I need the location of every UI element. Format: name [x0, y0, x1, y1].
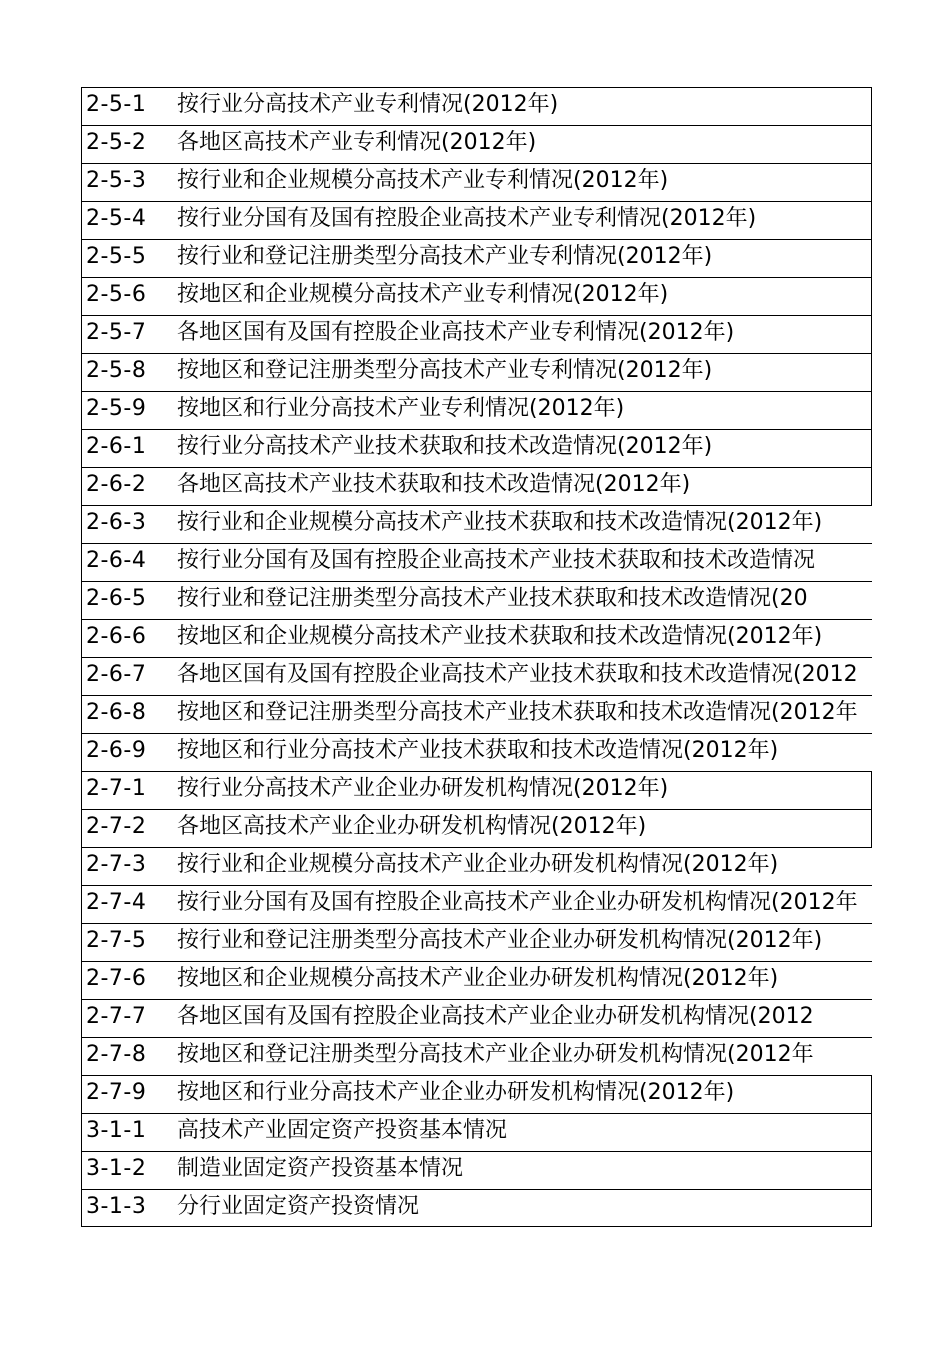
row-title: 各地区国有及国有控股企业高技术产业技术获取和技术改造情况(2012: [177, 662, 858, 687]
table-row[interactable]: [81, 961, 872, 999]
row-code: 2-7-3: [86, 852, 147, 877]
table-row[interactable]: [81, 581, 872, 619]
row-title: 按行业分国有及国有控股企业高技术产业企业办研发机构情况(2012年: [177, 890, 858, 915]
row-title: 按地区和登记注册类型分高技术产业专利情况(2012年): [177, 358, 713, 383]
row-title: 制造业固定资产投资基本情况: [177, 1156, 464, 1181]
row-title: 按行业分高技术产业技术获取和技术改造情况(2012年): [177, 434, 713, 459]
row-code: 2-5-6: [86, 282, 147, 307]
row-title: 各地区国有及国有控股企业高技术产业专利情况(2012年): [177, 320, 735, 345]
row-code: 3-1-1: [86, 1118, 147, 1143]
row-code: 2-6-4: [86, 548, 147, 573]
row-code: 2-5-5: [86, 244, 147, 269]
row-title: 按地区和企业规模分高技术产业专利情况(2012年): [177, 282, 669, 307]
row-title: 分行业固定资产投资情况: [177, 1194, 420, 1219]
table-row[interactable]: [81, 467, 872, 505]
row-title: 各地区国有及国有控股企业高技术产业企业办研发机构情况(2012: [177, 1004, 814, 1029]
row-title: 按行业分高技术产业专利情况(2012年): [177, 92, 559, 117]
table-row[interactable]: [81, 733, 872, 771]
table-row[interactable]: [81, 1075, 872, 1113]
row-code: 2-7-8: [86, 1042, 147, 1067]
table-row[interactable]: [81, 847, 872, 885]
row-title: 按行业和企业规模分高技术产业技术获取和技术改造情况(2012年): [177, 510, 823, 535]
row-code: 2-6-6: [86, 624, 147, 649]
row-title: 按地区和行业分高技术产业技术获取和技术改造情况(2012年): [177, 738, 779, 763]
row-code: 2-5-2: [86, 130, 147, 155]
row-title: 按行业和登记注册类型分高技术产业专利情况(2012年): [177, 244, 713, 269]
table-row[interactable]: [81, 695, 872, 733]
row-title: 各地区高技术产业企业办研发机构情况(2012年): [177, 814, 647, 839]
row-code: 2-6-7: [86, 662, 147, 687]
row-code: 2-6-2: [86, 472, 147, 497]
table-row[interactable]: [81, 505, 872, 543]
row-code: 2-7-5: [86, 928, 147, 953]
table-row[interactable]: [81, 87, 872, 125]
row-title: 按行业和登记注册类型分高技术产业企业办研发机构情况(2012年): [177, 928, 823, 953]
row-title: 按行业分国有及国有控股企业高技术产业专利情况(2012年): [177, 206, 757, 231]
table-row[interactable]: [81, 1189, 872, 1227]
table-row[interactable]: [81, 619, 872, 657]
row-code: 2-5-4: [86, 206, 147, 231]
row-code: 2-7-4: [86, 890, 147, 915]
table-row[interactable]: [81, 315, 872, 353]
row-title: 按地区和企业规模分高技术产业企业办研发机构情况(2012年): [177, 966, 779, 991]
table-row[interactable]: [81, 543, 872, 581]
table-row[interactable]: [81, 277, 872, 315]
row-code: 2-5-8: [86, 358, 147, 383]
table-row[interactable]: [81, 239, 872, 277]
row-code: 2-6-1: [86, 434, 147, 459]
table-row[interactable]: [81, 923, 872, 961]
row-title: 按地区和登记注册类型分高技术产业技术获取和技术改造情况(2012年: [177, 700, 858, 725]
row-code: 2-7-2: [86, 814, 147, 839]
index-table: [81, 87, 950, 1227]
row-title: 高技术产业固定资产投资基本情况: [177, 1118, 508, 1143]
table-row[interactable]: [81, 353, 872, 391]
table-row[interactable]: [81, 163, 872, 201]
row-title: 各地区高技术产业技术获取和技术改造情况(2012年): [177, 472, 691, 497]
table-row[interactable]: [81, 809, 872, 847]
table-row[interactable]: [81, 201, 872, 239]
row-code: 2-6-3: [86, 510, 147, 535]
table-row[interactable]: [81, 1113, 872, 1151]
row-code: 2-6-5: [86, 586, 147, 611]
table-row[interactable]: [81, 771, 872, 809]
row-title: 按地区和登记注册类型分高技术产业企业办研发机构情况(2012年: [177, 1042, 814, 1067]
table-row[interactable]: [81, 885, 872, 923]
row-code: 2-5-3: [86, 168, 147, 193]
row-title: 按行业和登记注册类型分高技术产业技术获取和技术改造情况(20: [177, 586, 808, 611]
row-title: 按行业分国有及国有控股企业高技术产业技术获取和技术改造情况: [177, 548, 816, 573]
row-code: 2-7-9: [86, 1080, 147, 1105]
row-title: 按行业分高技术产业企业办研发机构情况(2012年): [177, 776, 669, 801]
row-code: 2-7-1: [86, 776, 147, 801]
row-title: 各地区高技术产业专利情况(2012年): [177, 130, 537, 155]
row-code: 3-1-3: [86, 1194, 147, 1219]
table-row[interactable]: [81, 657, 872, 695]
row-title: 按地区和行业分高技术产业企业办研发机构情况(2012年): [177, 1080, 735, 1105]
table-row[interactable]: [81, 999, 872, 1037]
table-row[interactable]: [81, 1037, 872, 1075]
row-code: 2-5-9: [86, 396, 147, 421]
row-code: 2-5-7: [86, 320, 147, 345]
table-row[interactable]: [81, 1151, 872, 1189]
row-title: 按地区和企业规模分高技术产业技术获取和技术改造情况(2012年): [177, 624, 823, 649]
row-code: 2-6-8: [86, 700, 147, 725]
row-code: 3-1-2: [86, 1156, 147, 1181]
table-row[interactable]: [81, 125, 872, 163]
row-code: 2-6-9: [86, 738, 147, 763]
table-row[interactable]: [81, 391, 872, 429]
row-code: 2-7-7: [86, 1004, 147, 1029]
row-title: 按行业和企业规模分高技术产业企业办研发机构情况(2012年): [177, 852, 779, 877]
row-title: 按行业和企业规模分高技术产业专利情况(2012年): [177, 168, 669, 193]
row-code: 2-5-1: [86, 92, 147, 117]
table-row[interactable]: [81, 429, 872, 467]
row-code: 2-7-6: [86, 966, 147, 991]
row-title: 按地区和行业分高技术产业专利情况(2012年): [177, 396, 625, 421]
